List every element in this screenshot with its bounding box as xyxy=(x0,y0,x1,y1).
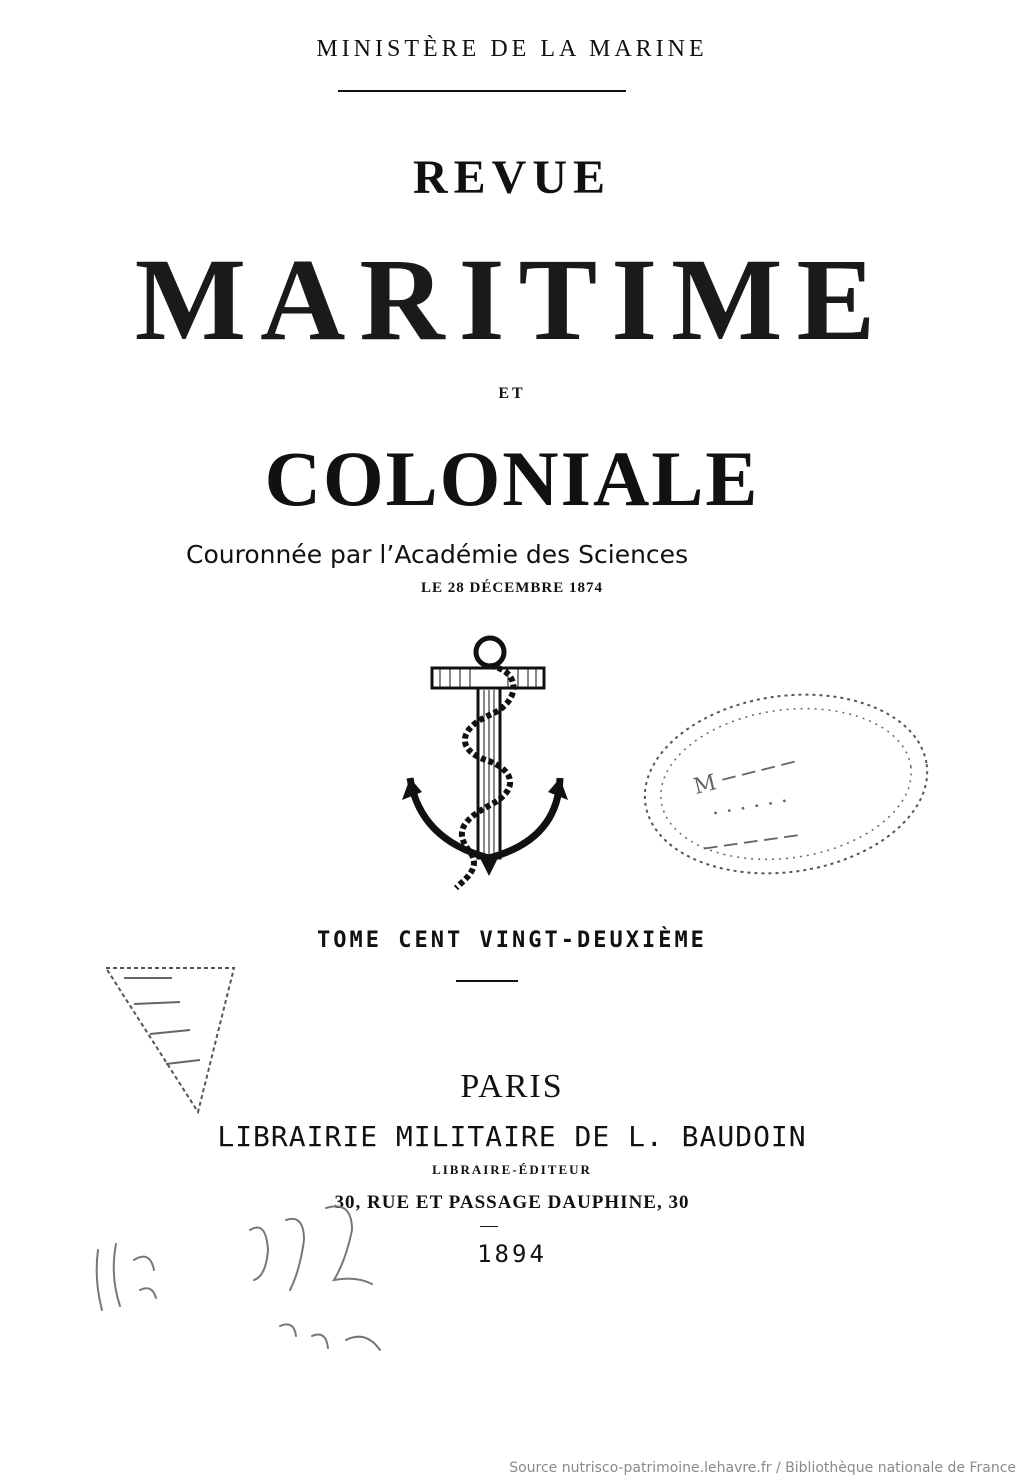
award-date-day: 28 xyxy=(447,580,465,596)
volume-rule xyxy=(456,980,518,982)
award-text: Couronnée par l’Académie des Sciences xyxy=(186,540,689,569)
library-stamp-icon xyxy=(636,684,936,884)
title-coloniale: COLONIALE xyxy=(264,435,760,522)
imprint-city: PARIS xyxy=(460,1068,564,1105)
header-rule xyxy=(338,90,626,92)
handwritten-marks-icon xyxy=(90,1180,410,1420)
imprint-role: LIBRAIRE-ÉDITEUR xyxy=(432,1162,592,1177)
anchor-emblem-icon xyxy=(400,630,570,900)
svg-text:M ─ ─ ─ ─: M ─ ─ ─ ─ xyxy=(691,750,798,800)
imprint-address: 30, RUE ET PASSAGE DAUPHINE, 30 xyxy=(334,1192,690,1213)
source-attribution: Source nutrisco-patrimoine.lehavre.fr / Bibliothèque nationale de France xyxy=(509,1460,1016,1476)
title-et: ET xyxy=(498,385,526,402)
award-date-year: 1874 xyxy=(568,580,603,596)
ministry-heading: MINISTÈRE DE LA MARINE xyxy=(316,36,708,62)
volume-label: TOME CENT VINGT-DEUXIÈME xyxy=(317,928,707,953)
svg-text:─ ─ ─ ─ ─: ─ ─ ─ ─ ─ xyxy=(702,824,800,862)
imprint-year: 1894 xyxy=(477,1240,547,1268)
title-revue: REVUE xyxy=(412,151,612,204)
award-date-le: LE xyxy=(421,580,444,596)
award-date-month: DÉCEMBRE xyxy=(469,580,565,596)
svg-text:· · · · · ·: · · · · · · xyxy=(710,789,791,828)
address-rule xyxy=(480,1226,498,1227)
award-date xyxy=(0,580,1024,597)
imprint-publisher: LIBRAIRIE MILITAIRE DE L. BAUDOIN xyxy=(217,1120,807,1153)
title-maritime: MARITIME xyxy=(134,234,890,365)
